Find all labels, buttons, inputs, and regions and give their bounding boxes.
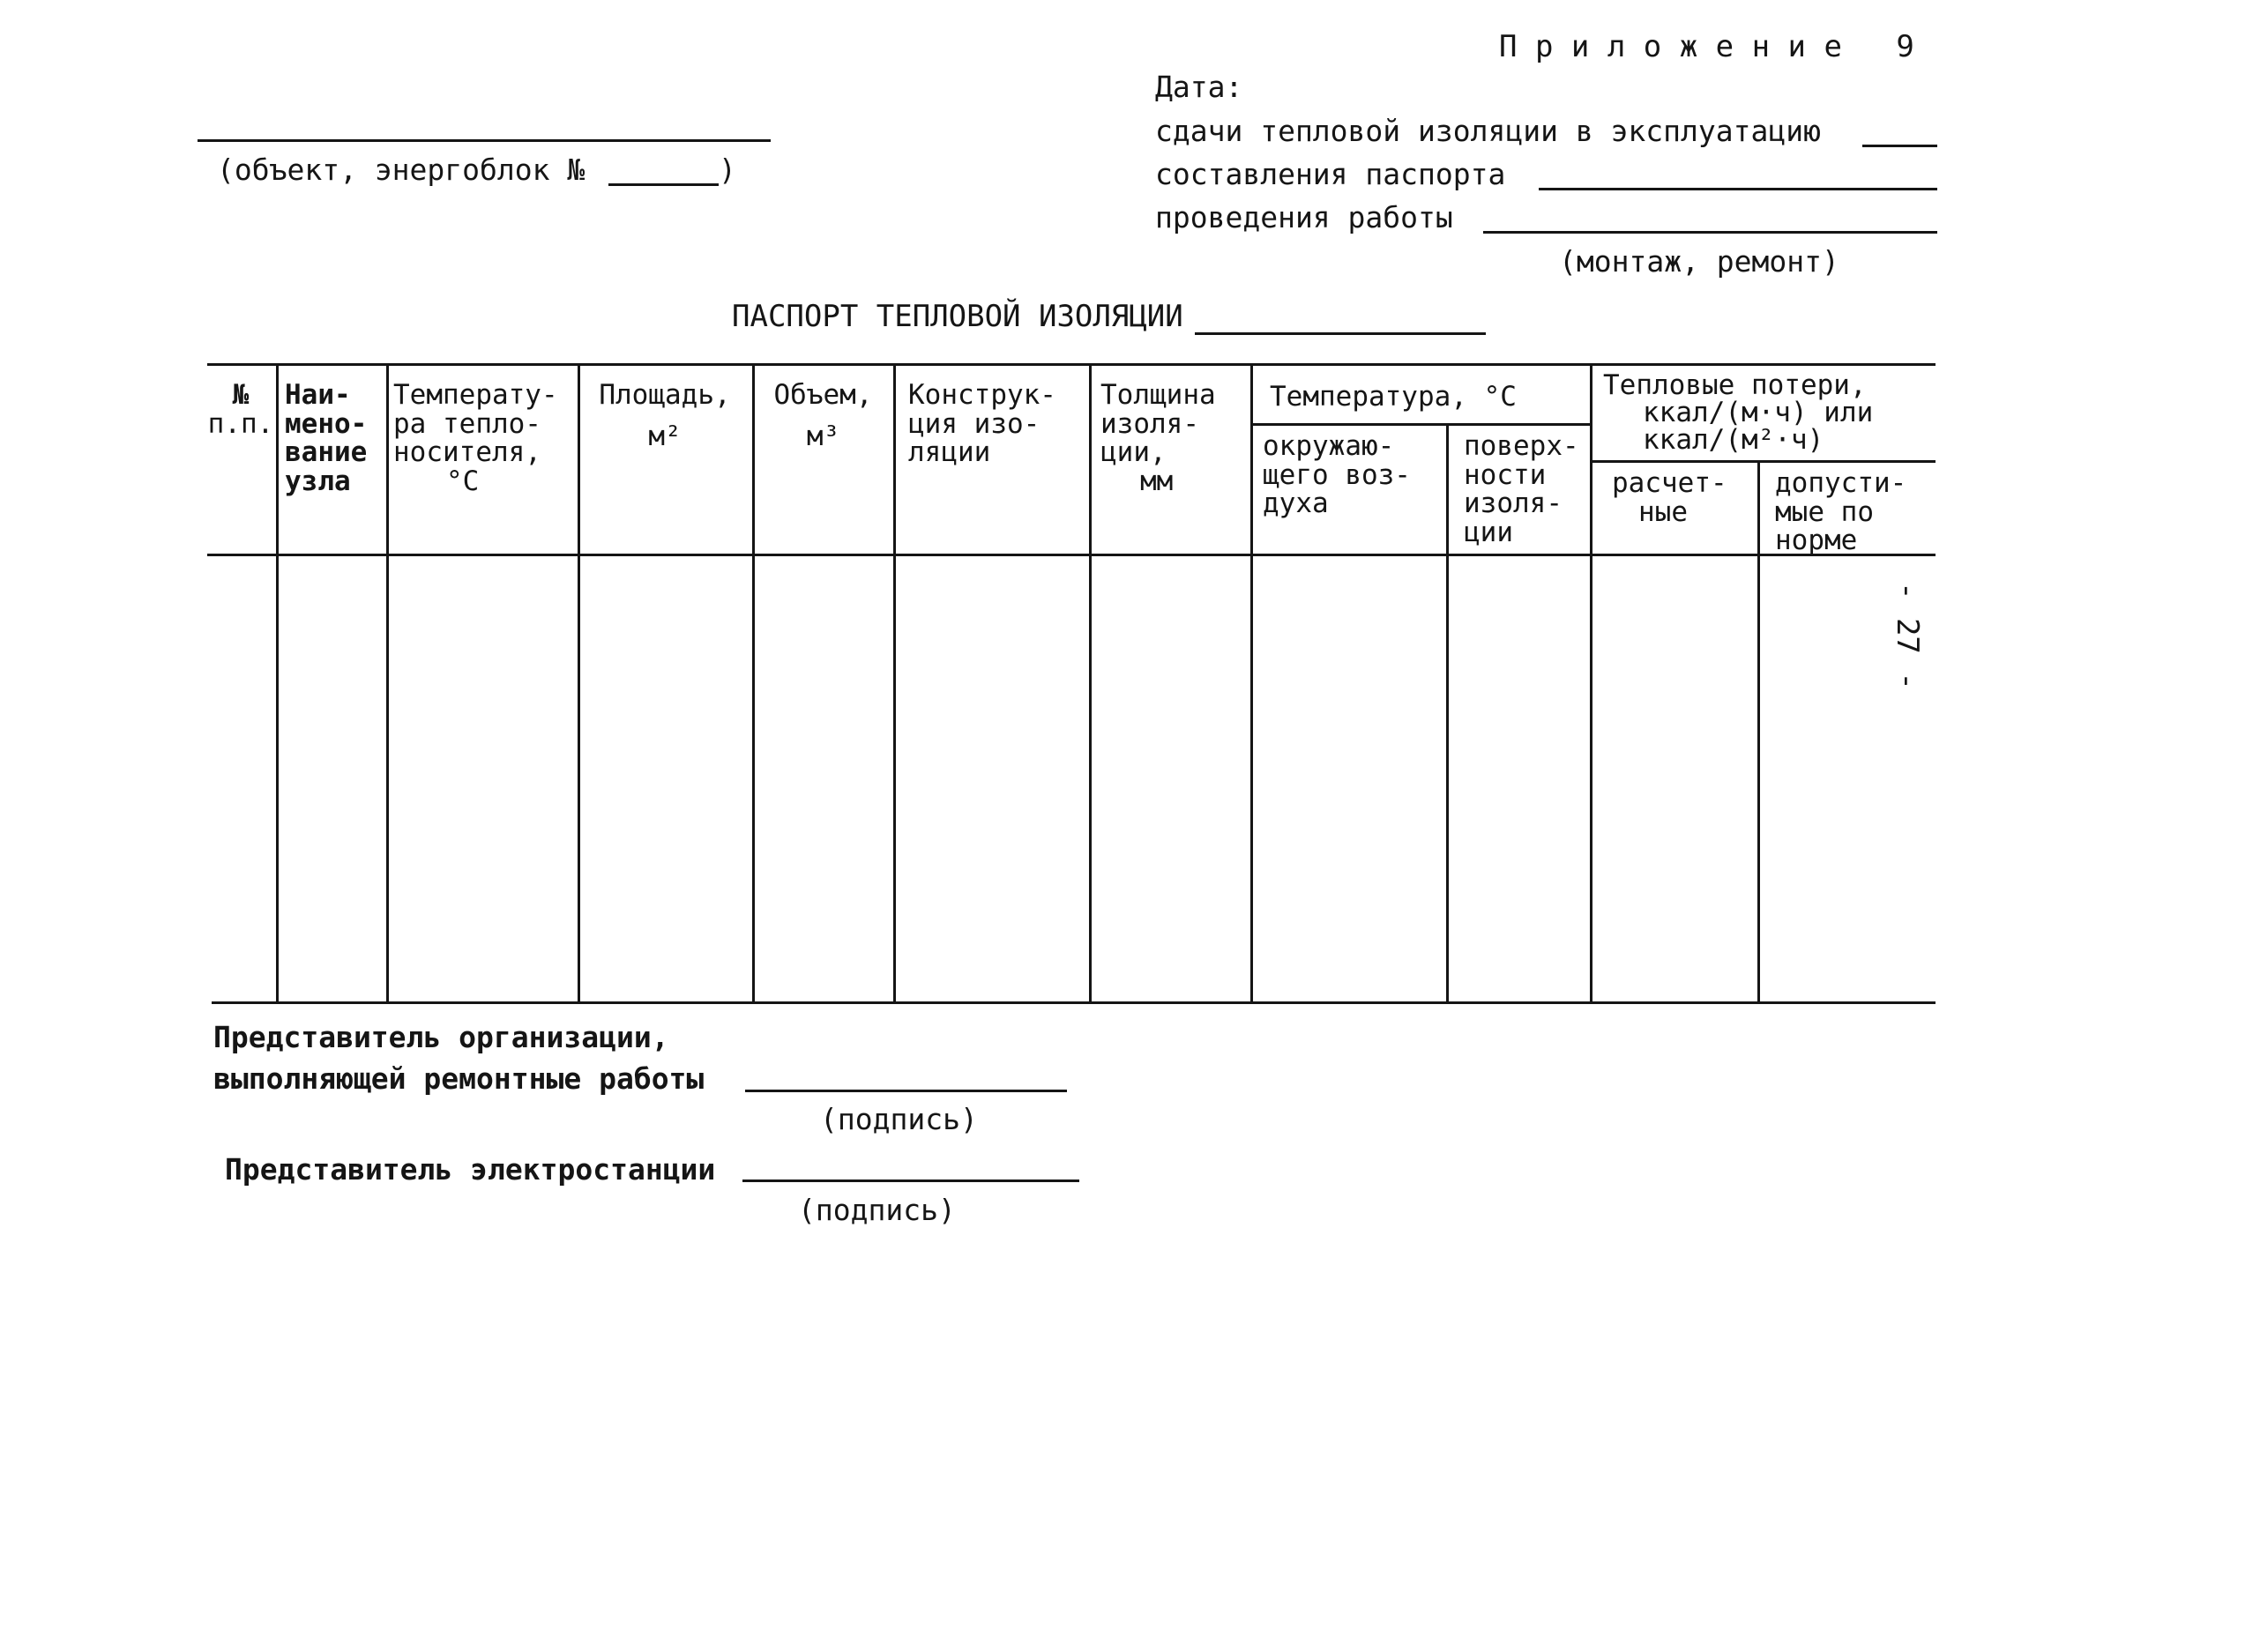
col-divider [752, 363, 755, 1004]
table-bottom-border [212, 1001, 1936, 1004]
header-loss-group: Тепловые потери, ккал/(м·ч) или ккал/(м²·ч) [1603, 369, 1874, 456]
plant-representative-label: Представитель электростанции [225, 1152, 716, 1187]
org-representative-label-2: выполняющей ремонтные работы [213, 1061, 705, 1096]
date-line-commissioning: сдачи тепловой изоляции в эксплуатацию [1155, 114, 1821, 148]
object-field-line [198, 139, 771, 142]
date-line-work: проведения работы [1155, 200, 1453, 234]
col-divider [1089, 363, 1092, 1004]
loss-group-divider [1592, 460, 1936, 463]
org-signature-line [745, 1090, 1067, 1092]
temp-group-divider [1252, 423, 1592, 426]
col-divider [386, 363, 389, 1004]
work-type-note: (монтаж, ремонт) [1559, 244, 1839, 279]
header-loss-norm: допусти- мые по норме [1775, 467, 1907, 557]
col-divider [578, 363, 580, 1004]
header-num: № п.п. [207, 379, 274, 440]
date-field-commissioning [1862, 145, 1937, 147]
header-loss-calc: расчет- ные [1612, 467, 1727, 528]
page-title: ПАСПОРТ ТЕПЛОВОЙ ИЗОЛЯЦИИ [732, 299, 1183, 334]
col-divider [1250, 363, 1253, 1004]
header-thickness: Толщина изоля- ции, мм [1100, 379, 1216, 497]
plant-signature-caption: (подпись) [798, 1193, 956, 1227]
header-temp-ambient: окружаю- щего воз- духа [1263, 430, 1411, 520]
col-divider [1757, 460, 1760, 1004]
col-divider [1590, 363, 1592, 1004]
header-volume: Объем, м³ [773, 379, 873, 452]
col-divider [1446, 423, 1449, 1004]
object-caption: (объект, энергоблок № [217, 153, 586, 187]
header-temp-carrier: Температу- ра тепло- носителя, °С [393, 379, 558, 497]
appendix-label: П р и л о ж е н и е 9 [1499, 29, 1914, 64]
col-divider [276, 363, 279, 1004]
title-field-line [1195, 332, 1486, 335]
object-caption-end: ) [719, 153, 736, 187]
header-name: Наи- мено- вание узла [285, 379, 368, 497]
date-field-work [1483, 231, 1937, 234]
header-area: Площадь, м² [599, 379, 731, 452]
col-divider [893, 363, 896, 1004]
date-label: Дата: [1155, 70, 1243, 104]
date-field-passport [1539, 188, 1937, 190]
header-construction: Конструк- ция изо- ляции [908, 379, 1056, 469]
org-representative-label: Представитель организации, [213, 1020, 669, 1054]
table-top-border [207, 363, 1936, 366]
unit-number-field [608, 183, 719, 186]
page-number: - 27 - [1890, 582, 1925, 690]
org-signature-caption: (подпись) [820, 1102, 978, 1136]
table-header-bottom-border [207, 554, 1936, 556]
plant-signature-line [742, 1179, 1079, 1182]
date-line-passport: составления паспорта [1155, 157, 1506, 191]
header-temp-surface: поверх- ности изоля- ции [1464, 430, 1579, 548]
header-temp-group: Температура, °С [1270, 381, 1517, 413]
